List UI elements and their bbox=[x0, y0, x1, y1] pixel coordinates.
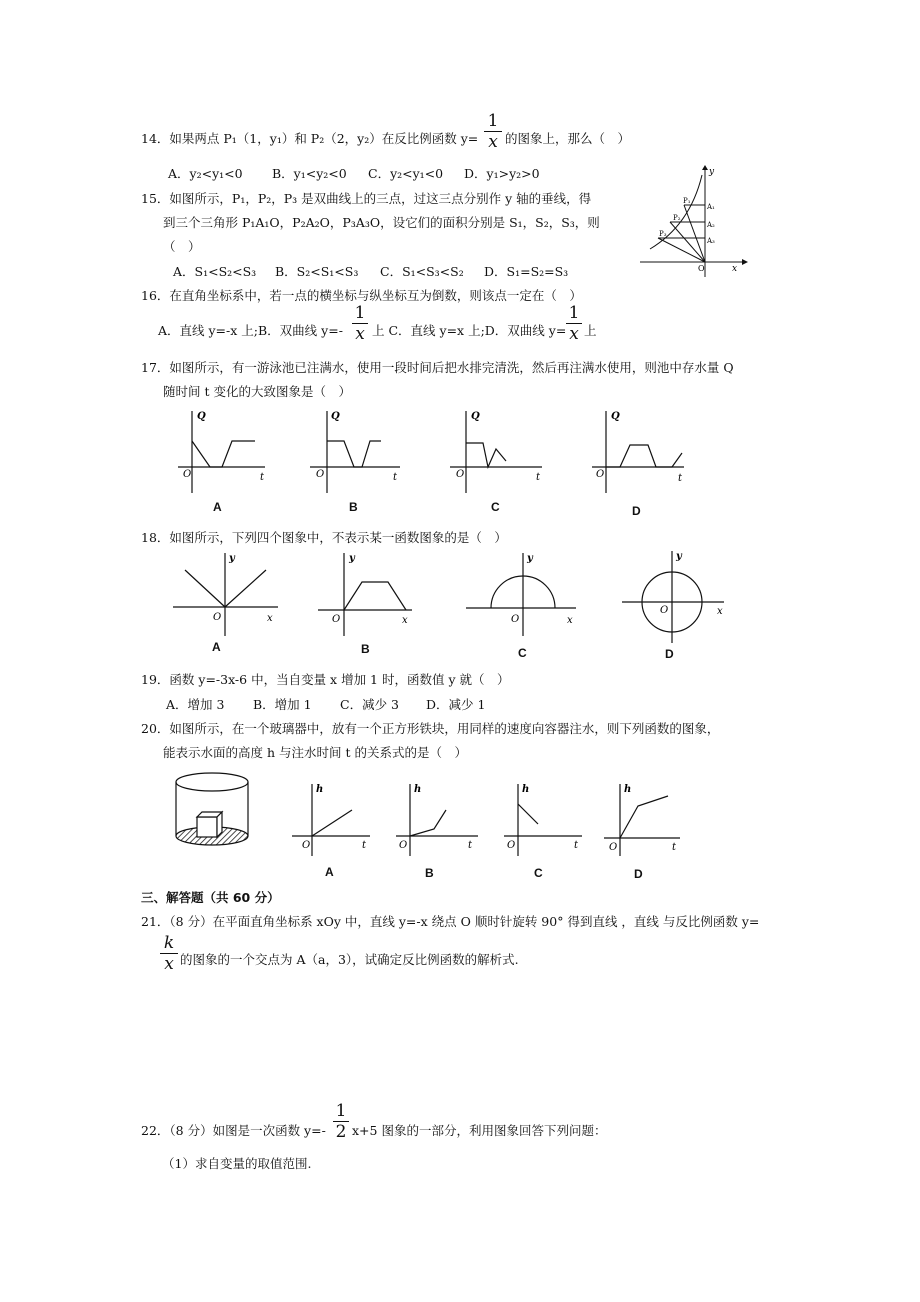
svg-text:t: t bbox=[260, 472, 265, 483]
fig-x-label: x bbox=[732, 264, 738, 274]
svg-text:h: h bbox=[316, 784, 324, 795]
svg-text:O: O bbox=[456, 469, 465, 480]
svg-text:O: O bbox=[183, 469, 192, 480]
svg-text:h: h bbox=[624, 784, 632, 795]
fig-y-label: y bbox=[709, 167, 715, 177]
q18-stem: 18．如图所示，下列四个图象中，不表示某一函数图象的是（ ） bbox=[141, 530, 507, 545]
q21-fraction: k x bbox=[160, 934, 178, 973]
q14-tail: 的图象上，那么（ ） bbox=[505, 131, 631, 146]
fig-a1: A₁ bbox=[707, 203, 715, 211]
q17-line2: 随时间 t 变化的大致图象是（ ） bbox=[163, 384, 351, 399]
svg-text:t: t bbox=[362, 840, 367, 851]
q18-graph-d[interactable] bbox=[620, 548, 740, 648]
q22-stem: 22．（8 分）如图是一次函数 y=- bbox=[141, 1123, 326, 1138]
fig-p3: P₃ bbox=[659, 230, 667, 238]
svg-text:x: x bbox=[567, 615, 573, 626]
q19-option-c[interactable]: C．减少 3 bbox=[340, 697, 399, 712]
fig-p1: P₁ bbox=[683, 197, 691, 205]
svg-text:t: t bbox=[574, 840, 579, 851]
q20-graph-c[interactable] bbox=[500, 780, 590, 860]
q14-option-d[interactable]: D．y₁>y₂>0 bbox=[464, 166, 540, 181]
q15-option-b[interactable]: B．S₂<S₁<S₃ bbox=[275, 264, 359, 279]
q16-option-c-d[interactable]: 上 C．直线 y=x 上;D．双曲线 y= bbox=[372, 323, 567, 338]
q18-label-c: C bbox=[518, 646, 527, 660]
svg-text:O: O bbox=[596, 469, 605, 480]
svg-text:h: h bbox=[522, 784, 530, 795]
q19-option-d[interactable]: D．减少 1 bbox=[426, 697, 486, 712]
q17-graph-b[interactable] bbox=[310, 405, 420, 495]
q18-graph-b[interactable] bbox=[318, 548, 428, 638]
svg-text:t: t bbox=[672, 842, 677, 853]
q16-fraction-2: 1 x bbox=[566, 304, 582, 343]
q20-graph-a[interactable] bbox=[288, 780, 378, 860]
q20-line1: 20．如图所示，在一个玻璃器中，放有一个正方形铁块，用同样的速度向容器注水，则下列函数的图象， bbox=[141, 721, 720, 736]
fig-origin: O bbox=[698, 264, 705, 273]
q16-option-a-b[interactable]: A．直线 y=-x 上;B．双曲线 y=- bbox=[158, 323, 343, 338]
section-3-title: 三、解答题（共 60 分） bbox=[141, 890, 280, 905]
svg-text:Q: Q bbox=[331, 411, 340, 422]
svg-text:Q: Q bbox=[611, 411, 620, 422]
q19-option-a[interactable]: A．增加 3 bbox=[166, 697, 225, 712]
q22-sub1: （1）求自变量的取值范围. bbox=[162, 1156, 312, 1171]
svg-text:O: O bbox=[511, 614, 520, 625]
svg-text:y: y bbox=[349, 553, 355, 564]
q17-line1: 17．如图所示，有一游泳池已注满水，使用一段时间后把水排完清洗，然后再注满水使用，则池中存水量 Q bbox=[141, 360, 734, 375]
q17-graph-c[interactable] bbox=[450, 405, 560, 495]
q17-label-c: C bbox=[491, 500, 500, 514]
svg-text:O: O bbox=[609, 842, 618, 853]
q18-label-d: D bbox=[665, 647, 674, 661]
q15-line3: （ ） bbox=[163, 239, 201, 254]
q16-fraction-1: 1 x bbox=[352, 304, 368, 343]
q20-graph-b[interactable] bbox=[396, 780, 486, 860]
q20-line2: 能表示水面的高度 h 与注水时间 t 的关系式的是（ ） bbox=[163, 745, 467, 760]
q14-fraction: 1 x bbox=[484, 112, 502, 151]
svg-text:O: O bbox=[316, 469, 325, 480]
svg-text:Q: Q bbox=[197, 411, 206, 422]
q20-label-c: C bbox=[534, 866, 543, 880]
svg-text:t: t bbox=[468, 840, 473, 851]
q15-line2: 到三个三角形 P₁A₁O，P₂A₂O，P₃A₃O，设它们的面积分别是 S₁，S₂，S₃，则 bbox=[163, 215, 600, 230]
q19-stem: 19．函数 y=-3x-6 中，当自变量 x 增加 1 时，函数值 y 就（ ） bbox=[141, 672, 510, 687]
q18-label-b: B bbox=[361, 642, 370, 656]
q17-label-a: A bbox=[213, 500, 222, 514]
fig-a3: A₃ bbox=[707, 237, 715, 245]
q20-container-figure bbox=[166, 770, 266, 850]
q21-line2: 的图象的一个交点为 A（a，3），试确定反比例函数的解析式. bbox=[180, 952, 519, 967]
svg-text:O: O bbox=[213, 612, 222, 623]
q22-tail: x+5 图象的一部分，利用图象回答下列问题： bbox=[352, 1123, 607, 1138]
q17-graph-a[interactable] bbox=[170, 405, 280, 495]
svg-text:O: O bbox=[302, 840, 311, 851]
q16-stem: 16．在直角坐标系中，若一点的横坐标与纵坐标互为倒数，则该点一定在（ ） bbox=[141, 288, 582, 303]
svg-text:O: O bbox=[399, 840, 408, 851]
q14-option-c[interactable]: C．y₂<y₁<0 bbox=[368, 166, 444, 181]
fig-a2: A₂ bbox=[707, 221, 715, 229]
svg-text:y: y bbox=[229, 553, 235, 564]
q15-hyperbola-figure bbox=[640, 165, 750, 275]
fig-p2: P₂ bbox=[673, 214, 681, 222]
q18-graph-a[interactable] bbox=[168, 548, 288, 638]
q22-fraction: 1 2 bbox=[333, 1102, 349, 1141]
q14-option-b[interactable]: B．y₁<y₂<0 bbox=[272, 166, 347, 181]
svg-text:x: x bbox=[402, 615, 408, 626]
svg-text:y: y bbox=[676, 551, 682, 562]
svg-text:t: t bbox=[393, 472, 398, 483]
svg-text:h: h bbox=[414, 784, 422, 795]
q17-label-b: B bbox=[349, 500, 358, 514]
q16-end: 上 bbox=[584, 323, 597, 338]
q19-option-b[interactable]: B．增加 1 bbox=[253, 697, 312, 712]
svg-text:t: t bbox=[678, 473, 683, 484]
q20-label-a: A bbox=[325, 865, 334, 879]
q18-graph-c[interactable] bbox=[466, 548, 586, 638]
svg-text:x: x bbox=[717, 606, 723, 617]
q14-option-a[interactable]: A．y₂<y₁<0 bbox=[168, 166, 243, 181]
q15-option-a[interactable]: A．S₁<S₂<S₃ bbox=[173, 264, 257, 279]
svg-text:Q: Q bbox=[471, 411, 480, 422]
q15-option-d[interactable]: D．S₁=S₂=S₃ bbox=[484, 264, 569, 279]
q20-graph-d[interactable] bbox=[600, 780, 690, 860]
q17-graph-d[interactable] bbox=[592, 405, 702, 495]
svg-text:x: x bbox=[267, 613, 273, 624]
q20-label-b: B bbox=[425, 866, 434, 880]
q15-line1: 15．如图所示，P₁，P₂，P₃ 是双曲线上的三点，过这三点分别作 y 轴的垂线，得 bbox=[141, 191, 592, 206]
svg-text:O: O bbox=[332, 614, 341, 625]
svg-text:y: y bbox=[527, 553, 533, 564]
svg-text:O: O bbox=[507, 840, 516, 851]
svg-text:t: t bbox=[536, 472, 541, 483]
q21-line1: 21．（8 分）在平面直角坐标系 xOy 中，直线 y=-x 绕点 O 顺时针旋转 90° 得到直线 ，直线 与反比例函数 y= bbox=[141, 914, 760, 929]
q20-label-d: D bbox=[634, 867, 643, 881]
q17-label-d: D bbox=[632, 504, 641, 518]
q14-stem: 14．如果两点 P₁（1，y₁）和 P₂（2，y₂）在反比例函数 y= bbox=[141, 131, 479, 146]
svg-text:O: O bbox=[660, 605, 669, 616]
q18-label-a: A bbox=[212, 640, 221, 654]
q15-option-c[interactable]: C．S₁<S₃<S₂ bbox=[380, 264, 464, 279]
